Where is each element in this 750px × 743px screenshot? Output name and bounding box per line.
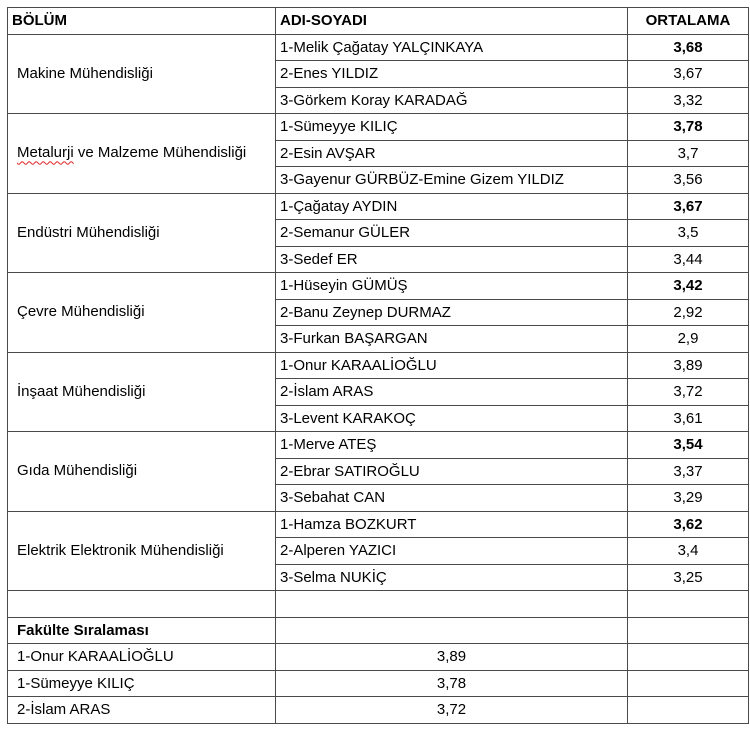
avg-cell: 3,7 [628, 140, 749, 167]
dept-cell [8, 114, 276, 194]
avg-cell: 3,37 [628, 458, 749, 485]
student-cell: 1-Onur KARAALİOĞLU [276, 352, 628, 379]
dept-cell: Makine Mühendisliği [8, 34, 276, 114]
avg-cell: 3,78 [628, 114, 749, 141]
table-row [8, 193, 749, 220]
avg-cell: 3,42 [628, 273, 749, 300]
empty-row [8, 591, 749, 618]
faculty-name: 1-Sümeyye KILIÇ [8, 670, 276, 697]
avg-cell: 3,54 [628, 432, 749, 459]
student-cell: 1-Hüseyin GÜMÜŞ [276, 273, 628, 300]
empty-cell [276, 591, 628, 618]
student-cell: 2-Alperen YAZICI [276, 538, 628, 565]
avg-cell: 3,32 [628, 87, 749, 114]
header-dept: BÖLÜM [8, 8, 276, 35]
student-cell: 2-Esin AVŞAR [276, 140, 628, 167]
student-cell: 3-Furkan BAŞARGAN [276, 326, 628, 353]
student-cell: 2-Semanur GÜLER [276, 220, 628, 247]
student-cell: 2-Banu Zeynep DURMAZ [276, 299, 628, 326]
dept-name-misspelled-word: Metalurji [17, 144, 74, 162]
student-cell: 3-Levent KARAKOÇ [276, 405, 628, 432]
faculty-row [8, 644, 749, 671]
faculty-avg: 3,78 [276, 670, 628, 697]
avg-cell: 3,25 [628, 564, 749, 591]
avg-cell: 3,67 [628, 61, 749, 88]
table-row [8, 114, 749, 141]
student-cell: 3-Görkem Koray KARADAĞ [276, 87, 628, 114]
empty-cell [628, 591, 749, 618]
student-cell: 3-Gayenur GÜRBÜZ-Emine Gizem YILDIZ [276, 167, 628, 194]
faculty-row [8, 697, 749, 724]
avg-cell: 3,67 [628, 193, 749, 220]
student-cell: 3-Selma NUKİÇ [276, 564, 628, 591]
faculty-title-row [8, 617, 749, 644]
header-name: ADI-SOYADI [276, 8, 628, 35]
student-cell: 2-Enes YILDIZ [276, 61, 628, 88]
table-row [8, 273, 749, 300]
avg-cell: 3,89 [628, 352, 749, 379]
avg-cell: 3,61 [628, 405, 749, 432]
empty-cell [628, 670, 749, 697]
empty-cell [8, 591, 276, 618]
avg-cell: 3,4 [628, 538, 749, 565]
dept-cell: Elektrik Elektronik Mühendisliği [8, 511, 276, 591]
dept-name-rest: ve Malzeme Mühendisliği [73, 144, 247, 162]
dept-cell: Çevre Mühendisliği [8, 273, 276, 353]
dept-cell: Gıda Mühendisliği [8, 432, 276, 512]
faculty-name: 1-Onur KARAALİOĞLU [8, 644, 276, 671]
faculty-title: Fakülte Sıralaması [8, 617, 276, 644]
student-cell: 3-Sedef ER [276, 246, 628, 273]
header-row [8, 8, 749, 35]
faculty-avg: 3,89 [276, 644, 628, 671]
student-cell: 1-Hamza BOZKURT [276, 511, 628, 538]
avg-cell: 3,44 [628, 246, 749, 273]
student-cell: 2-Ebrar SATIROĞLU [276, 458, 628, 485]
dept-cell: İnşaat Mühendisliği [8, 352, 276, 432]
dept-cell: Endüstri Mühendisliği [8, 193, 276, 273]
student-cell: 1-Çağatay AYDIN [276, 193, 628, 220]
student-cell: 2-İslam ARAS [276, 379, 628, 406]
avg-cell: 2,92 [628, 299, 749, 326]
table-row [8, 34, 749, 61]
empty-cell [628, 697, 749, 724]
avg-cell: 3,5 [628, 220, 749, 247]
avg-cell: 3,62 [628, 511, 749, 538]
empty-cell [628, 644, 749, 671]
table-row [8, 432, 749, 459]
avg-cell: 3,68 [628, 34, 749, 61]
avg-cell: 3,72 [628, 379, 749, 406]
faculty-row [8, 670, 749, 697]
student-cell: 1-Merve ATEŞ [276, 432, 628, 459]
student-cell: 1-Melik Çağatay YALÇINKAYA [276, 34, 628, 61]
student-cell: 3-Sebahat CAN [276, 485, 628, 512]
faculty-name: 2-İslam ARAS [8, 697, 276, 724]
results-table [7, 7, 749, 724]
avg-cell: 3,29 [628, 485, 749, 512]
table-row [8, 511, 749, 538]
avg-cell: 3,56 [628, 167, 749, 194]
student-cell: 1-Sümeyye KILIÇ [276, 114, 628, 141]
empty-cell [628, 617, 749, 644]
avg-cell: 2,9 [628, 326, 749, 353]
table-row [8, 352, 749, 379]
header-avg: ORTALAMA [628, 8, 749, 35]
empty-cell [276, 617, 628, 644]
faculty-avg: 3,72 [276, 697, 628, 724]
